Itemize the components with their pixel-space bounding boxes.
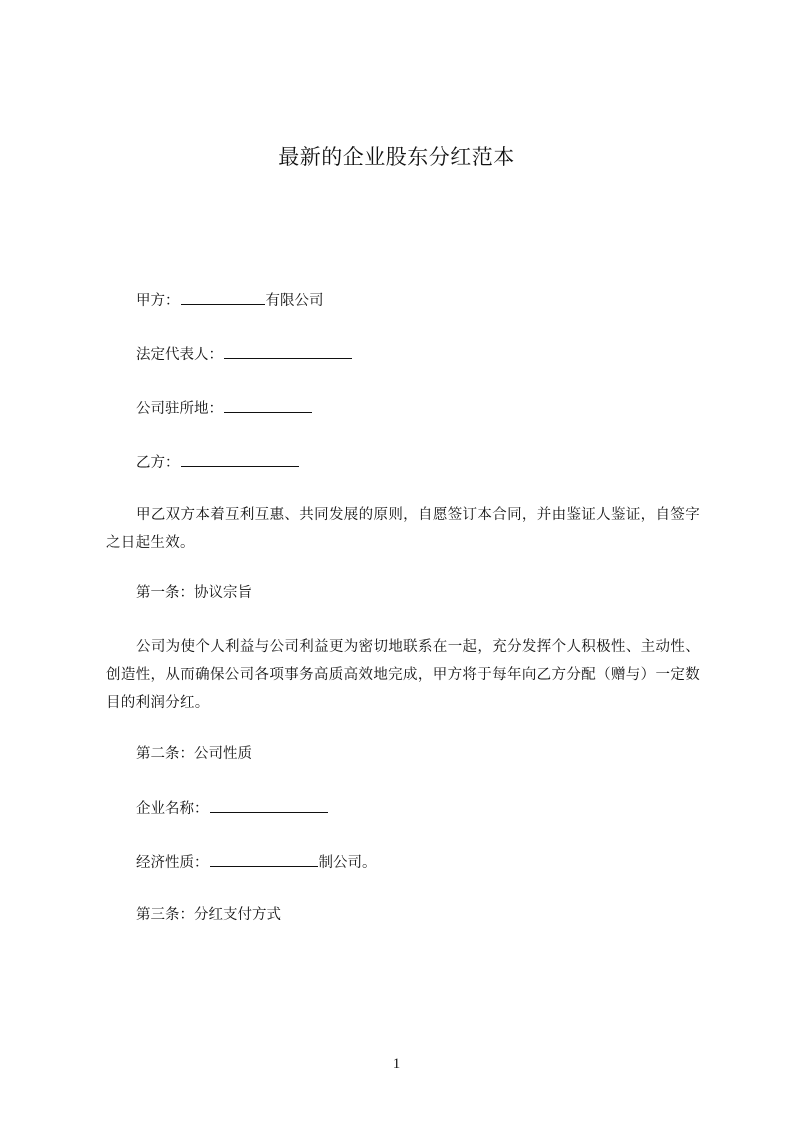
article1-heading: 第一条：协议宗旨	[136, 585, 252, 601]
party-b-line	[136, 451, 300, 474]
legal-rep-line	[136, 343, 353, 366]
economic-nature-blank	[210, 851, 318, 867]
article3-heading: 第三条：分红支付方式	[136, 907, 281, 923]
legal-rep-label: 法定代表人：	[136, 347, 223, 363]
address-line	[136, 397, 313, 420]
article1-body: 公司为使个人利益与公司利益更为密切地联系在一起，充分发挥个人积极性、主动性、创造性，从而确保公司各项事务高质高效地完成，甲方将于每年向乙方分配（赠与）一定数目的利润分红。	[106, 639, 700, 711]
company-name-blank	[210, 797, 328, 813]
address-label: 公司驻所地：	[136, 401, 223, 417]
economic-nature-label: 经济性质：	[136, 855, 209, 871]
economic-nature-line	[136, 851, 377, 874]
economic-nature-suffix: 制公司。	[318, 855, 377, 871]
company-name-line	[136, 797, 329, 820]
party-a-line	[136, 289, 324, 312]
party-b-label: 乙方：	[136, 455, 180, 471]
party-a-label: 甲方：	[136, 293, 180, 309]
address-blank	[224, 397, 312, 413]
article2-heading: 第二条：公司性质	[136, 746, 252, 762]
party-a-blank	[181, 289, 265, 305]
document-title: 最新的企业股东分红范本	[278, 145, 515, 169]
party-a-suffix: 有限公司	[265, 293, 324, 309]
party-b-blank	[181, 451, 299, 467]
legal-rep-blank	[224, 343, 352, 359]
page-number: 1	[392, 1056, 401, 1072]
company-name-label: 企业名称：	[136, 801, 209, 817]
intro-paragraph: 甲乙双方本着互利互惠、共同发展的原则，自愿签订本合同，并由鉴证人鉴证，自签字之日起生效。	[106, 507, 700, 551]
